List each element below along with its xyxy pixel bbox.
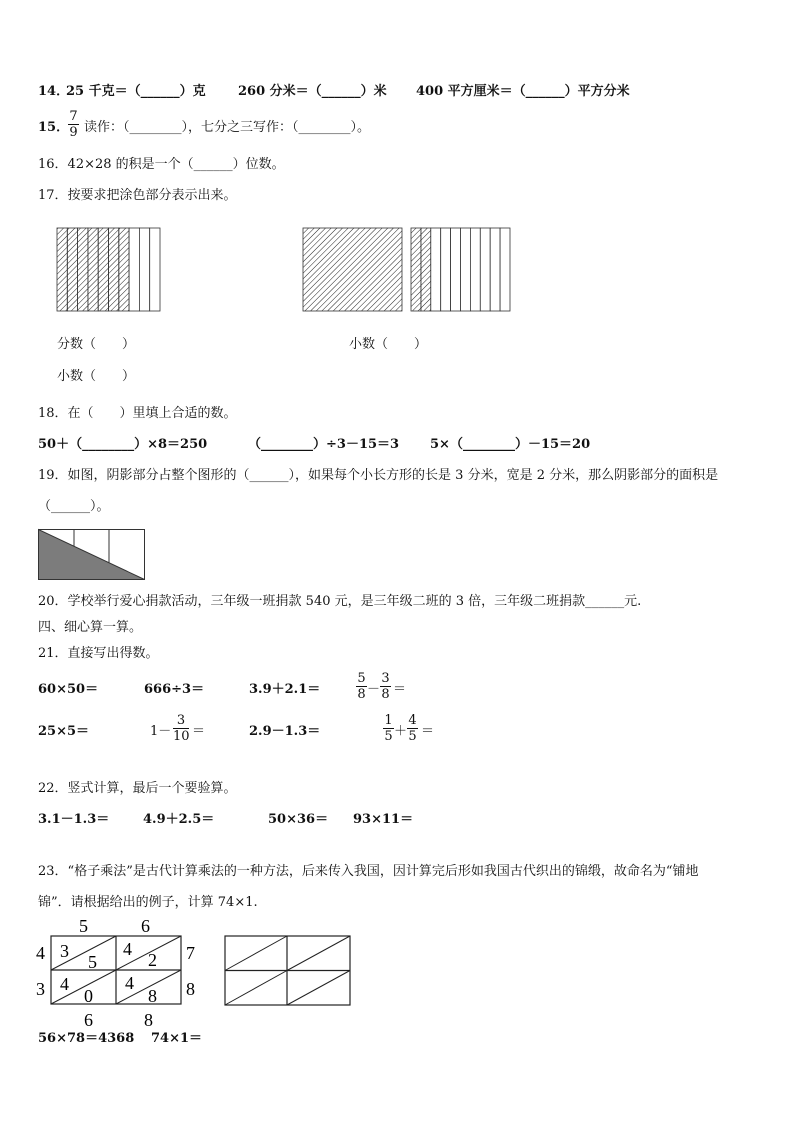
lattice-cell: 3 bbox=[60, 941, 69, 961]
q23-lattice-example bbox=[33, 918, 233, 1030]
shaded-strip bbox=[67, 228, 77, 311]
numerator: 3 bbox=[381, 671, 390, 686]
q23-line2: 锦”．请根据给出的例子，计算 74×1. bbox=[38, 895, 258, 910]
lattice-cell: 2 bbox=[148, 950, 157, 970]
q21-r2-op: ＋ bbox=[394, 724, 408, 739]
numerator: 1 bbox=[384, 713, 393, 728]
q19-figure bbox=[38, 529, 148, 584]
denominator: 8 bbox=[357, 687, 366, 702]
denominator: 5 bbox=[384, 729, 393, 744]
q21-r1-frac-b bbox=[380, 671, 391, 702]
q21-r1-eq: ＝ bbox=[393, 682, 407, 697]
lattice-cell: 0 bbox=[84, 986, 93, 1006]
section-4-heading: 四、细心算一算。 bbox=[38, 620, 143, 635]
lattice-top-2: 6 bbox=[141, 916, 150, 936]
q21-r1-3: 3.9＋2.1＝ bbox=[249, 682, 321, 697]
lattice-cell: 8 bbox=[148, 986, 157, 1006]
q14-num: 14． bbox=[38, 84, 70, 99]
lattice-bottom-1: 6 bbox=[84, 1010, 93, 1030]
q19-line1: 19．如图，阴影部分占整个图形的（______），如果每个小长方形的长是 3 分米，宽是 2 分米，那么阴影部分的面积是 bbox=[38, 468, 719, 483]
q18-b: （________）÷3－15＝3 bbox=[248, 437, 400, 452]
q22-item-1: 3.1－1.3＝ bbox=[38, 812, 110, 827]
lattice-left-1: 4 bbox=[36, 943, 45, 963]
q14-a: 25 千克＝（______）克 bbox=[66, 84, 206, 99]
q18-c: 5×（________）－15＝20 bbox=[430, 437, 591, 452]
blank-strip bbox=[451, 228, 461, 311]
q23-example: 56×78＝4368 bbox=[38, 1031, 135, 1046]
q23-lattice-blank bbox=[224, 935, 354, 1007]
numerator: 4 bbox=[408, 713, 417, 728]
q21-r1-op: － bbox=[367, 682, 381, 697]
lattice-cell: 4 bbox=[125, 973, 134, 993]
shaded-strip bbox=[411, 228, 421, 311]
q17-text: 17．按要求把涂色部分表示出来。 bbox=[38, 188, 237, 203]
lattice-right-1: 7 bbox=[186, 943, 195, 963]
q14-c: 400 平方厘米＝（______）平方分米 bbox=[416, 84, 630, 99]
q21-text: 21．直接写出得数。 bbox=[38, 646, 159, 661]
shaded-strip bbox=[78, 228, 88, 311]
shaded-strip bbox=[57, 228, 67, 311]
q19-line2: （______）。 bbox=[38, 499, 110, 514]
blank-strip bbox=[150, 228, 160, 311]
q21-r2-2: 2.9－1.3＝ bbox=[249, 724, 321, 739]
blank-strip bbox=[490, 228, 500, 311]
blank-strip bbox=[441, 228, 451, 311]
shaded-strip bbox=[109, 228, 119, 311]
lattice-right-2: 8 bbox=[186, 979, 195, 999]
q21-r2-1: 25×5＝ bbox=[38, 724, 90, 739]
lattice-cell: 4 bbox=[123, 939, 132, 959]
shaded-strip bbox=[421, 228, 431, 311]
numerator: 3 bbox=[176, 713, 186, 728]
q15-denominator: 9 bbox=[69, 125, 78, 140]
blank-strip bbox=[129, 228, 139, 311]
shaded-whole bbox=[303, 228, 402, 311]
denominator: 8 bbox=[381, 687, 390, 702]
q23-line1: 23．“格子乘法”是古代计算乘法的一种方法，后来传入我国，因计算完后形如我国古代织出的锦缎，故命名为“铺地 bbox=[38, 864, 699, 879]
q17-figure-1 bbox=[55, 225, 165, 315]
shaded-strip bbox=[98, 228, 108, 311]
q22-item-3: 50×36＝ bbox=[268, 812, 329, 827]
shaded-strip bbox=[88, 228, 98, 311]
q21-r2-mixed-frac bbox=[173, 713, 189, 744]
denominator: 5 bbox=[408, 729, 417, 744]
q21-r2-mixed-pre: 1－ bbox=[150, 724, 172, 739]
q21-r1-frac-a bbox=[356, 671, 367, 702]
q17-fraction-label: 分数（ ） bbox=[57, 337, 136, 352]
q21-r2-frac-a bbox=[383, 713, 394, 744]
q21-r1-2: 666÷3＝ bbox=[144, 682, 205, 697]
q22-item-2: 4.9＋2.5＝ bbox=[143, 812, 215, 827]
shaded-strip bbox=[119, 228, 129, 311]
q17-decimal-label-2: 小数（ ） bbox=[349, 337, 428, 352]
blank-strip bbox=[461, 228, 471, 311]
q20-text: 20．学校举行爱心捐款活动，三年级一班捐款 540 元，是三年级二班的 3 倍，三年级二班捐款______元. bbox=[38, 594, 642, 609]
lattice-top-1: 5 bbox=[79, 916, 88, 936]
blank-strip bbox=[500, 228, 510, 311]
q14-b: 260 分米＝（______）米 bbox=[238, 84, 387, 99]
q15-num: 15． bbox=[38, 120, 70, 135]
q21-r1-1: 60×50＝ bbox=[38, 682, 99, 697]
q22-item-4: 93×11＝ bbox=[353, 812, 414, 827]
numerator: 5 bbox=[357, 671, 366, 686]
q18-a: 50＋（________）×8＝250 bbox=[38, 437, 208, 452]
q18-text: 18．在（ ）里填上合适的数。 bbox=[38, 406, 237, 421]
blank-strip bbox=[139, 228, 149, 311]
lattice-cell: 5 bbox=[88, 952, 97, 972]
q22-text: 22．竖式计算，最后一个要验算。 bbox=[38, 781, 237, 796]
q17-figure-2 bbox=[300, 225, 520, 315]
blank-strip bbox=[480, 228, 490, 311]
q15-text: 读作：（________），七分之三写作：（________）。 bbox=[84, 120, 371, 135]
blank-strip bbox=[470, 228, 480, 311]
q21-r2-eq: ＝ bbox=[421, 724, 435, 739]
q21-r2-mixed-eq: ＝ bbox=[192, 724, 206, 739]
lattice-cell: 4 bbox=[60, 974, 69, 994]
lattice-bottom-2: 8 bbox=[144, 1010, 153, 1030]
blank-strip bbox=[431, 228, 441, 311]
lattice-left-2: 3 bbox=[36, 979, 45, 999]
q17-decimal-label-1: 小数（ ） bbox=[57, 369, 136, 384]
q15-fraction bbox=[68, 109, 79, 140]
denominator: 10 bbox=[173, 729, 190, 744]
q21-r2-frac-b bbox=[407, 713, 418, 744]
q23-ask: 74×1＝ bbox=[151, 1031, 203, 1046]
q16-text: 16．42×28 的积是一个（______）位数。 bbox=[38, 157, 285, 172]
q15-numerator: 7 bbox=[69, 109, 78, 124]
